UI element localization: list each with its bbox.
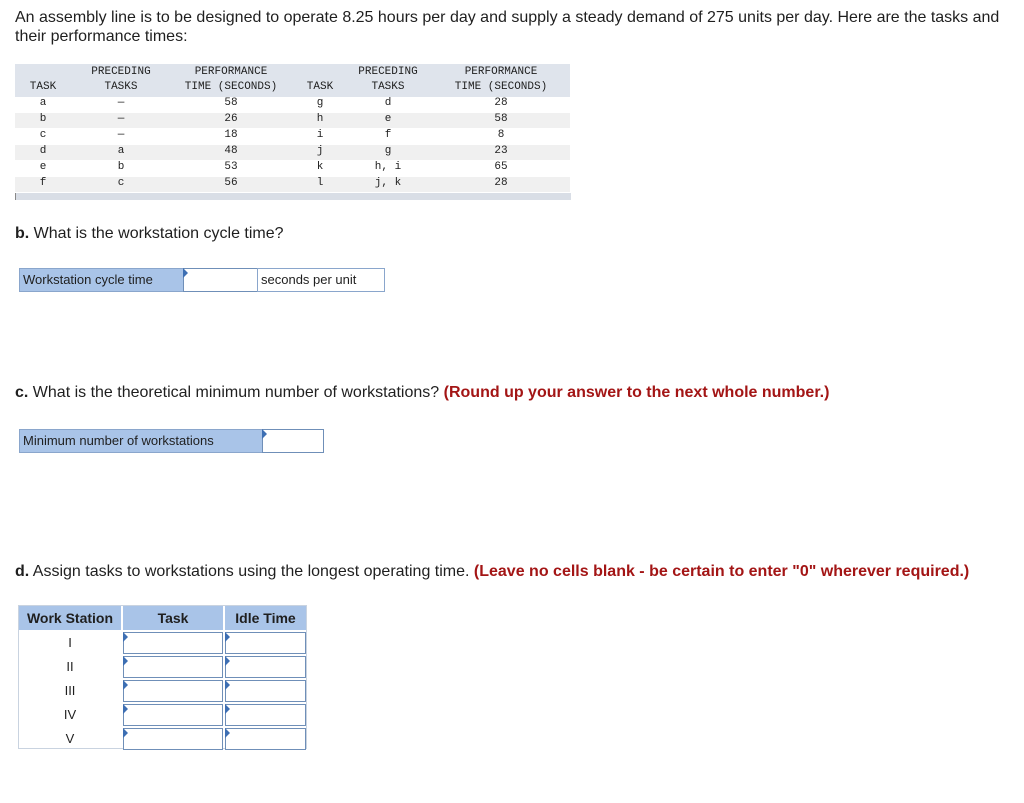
preceding-cell: — [117,113,125,125]
performance-header-2b: TIME (SECONDS) [454,81,548,93]
task-table-row [15,129,570,144]
preceding-cell: b [117,161,125,173]
performance-header-1b: PERFORMANCE [464,66,538,78]
task-input[interactable] [123,728,223,750]
input-flag-icon [225,632,230,642]
task-cell: a [39,97,47,109]
performance-header-2: TIME (SECONDS) [184,81,278,93]
preceding-cell: j, k [374,177,402,189]
workstation-number: V [65,731,75,746]
task-table-row [15,113,570,128]
cycle-time-label: Workstation cycle time [19,268,184,292]
task-input[interactable] [123,656,223,678]
task-cell: h [316,113,324,125]
task-cell: e [39,161,47,173]
input-flag-icon [123,656,128,666]
cycle-time-input-wrap [183,268,258,292]
task-input[interactable] [123,632,223,654]
input-flag-icon [123,704,128,714]
question-c-text: What is the theoretical minimum number of workstations? [32,384,440,401]
task-input-wrap [123,680,223,702]
cycle-time-unit: seconds per unit [257,268,385,292]
task-cell: g [316,97,324,109]
idle-time-input[interactable] [225,632,306,654]
input-flag-icon [225,728,230,738]
task-cell: j [316,145,324,157]
question-d-letter: d. [15,563,30,580]
task-table-row [15,145,570,160]
time-cell: 65 [494,161,508,173]
preceding-cell: — [117,129,125,141]
performance-header-1: PERFORMANCE [194,66,268,78]
task-table-row [15,97,570,112]
time-cell: 58 [494,113,508,125]
preceding-cell: e [384,113,392,125]
input-flag-icon [183,268,188,278]
idle-time-input-wrap [225,728,306,750]
idle-time-input[interactable] [225,680,306,702]
task-cell: i [316,129,324,141]
time-cell: 58 [224,97,238,109]
task-table-scrollbar [15,193,571,200]
time-cell: 56 [224,177,238,189]
min-workstations-label: Minimum number of workstations [19,429,264,453]
workstation-number: III [64,683,76,698]
task-cell: d [39,145,47,157]
idle-time-column-header: Idle Time [225,606,306,630]
idle-time-input-wrap [225,704,306,726]
preceding-header-1: PRECEDING [91,66,151,78]
preceding-cell: a [117,145,125,157]
task-cell: k [316,161,324,173]
input-flag-icon [225,680,230,690]
idle-time-input-wrap [225,680,306,702]
question-b-text: What is the workstation cycle time? [33,225,284,242]
preceding-header-2b: TASKS [371,81,405,93]
cycle-time-input[interactable] [183,268,258,292]
task-table [15,64,570,201]
workstation-table [18,605,307,749]
idle-time-input[interactable] [225,656,306,678]
preceding-header-1b: PRECEDING [358,66,418,78]
task-header-b: TASK [306,81,334,93]
task-cell: c [39,129,47,141]
input-flag-icon [262,429,267,439]
task-input-wrap [123,656,223,678]
preceding-header-2: TASKS [104,81,138,93]
workstation-number: I [68,635,72,650]
idle-time-input-wrap [225,632,306,654]
task-table-header [15,64,570,97]
idle-time-input[interactable] [225,704,306,726]
preceding-cell: f [384,129,392,141]
problem-intro: An assembly line is to be designed to operate 8.25 hours per day and supply a steady demand of 275 units per day. Here are the tasks and their performance times: [15,9,1000,45]
question-c-letter: c. [15,384,29,401]
input-flag-icon [225,704,230,714]
question-c [15,384,829,402]
task-header: TASK [29,81,57,93]
input-flag-icon [225,656,230,666]
workstation-header: Work Station [19,606,121,630]
time-cell: 18 [224,129,238,141]
min-workstations-input-wrap [262,429,324,453]
task-input-wrap [123,704,223,726]
time-cell: 28 [494,177,508,189]
time-cell: 28 [494,97,508,109]
workstation-number: IV [63,707,77,722]
task-input[interactable] [123,704,223,726]
time-cell: 53 [224,161,238,173]
task-column-header: Task [123,606,223,630]
task-input[interactable] [123,680,223,702]
workstation-number: II [66,659,74,674]
time-cell: 8 [497,129,505,141]
question-d-text: Assign tasks to workstations using the longest operating time. [32,563,470,580]
preceding-cell: h, i [374,161,402,173]
task-cell: l [316,177,324,189]
task-input-wrap [123,632,223,654]
preceding-cell: — [117,97,125,109]
min-workstations-input[interactable] [262,429,324,453]
question-c-note: (Round up your answer to the next whole number.) [443,384,830,401]
task-table-row [15,177,570,192]
preceding-cell: c [117,177,125,189]
time-cell: 23 [494,145,508,157]
task-table-row [15,161,570,176]
time-cell: 26 [224,113,238,125]
idle-time-input-wrap [225,656,306,678]
question-b-letter: b. [15,225,30,242]
question-d [15,563,969,581]
task-cell: f [39,177,47,189]
preceding-cell: d [384,97,392,109]
input-flag-icon [123,728,128,738]
idle-time-input[interactable] [225,728,306,750]
time-cell: 48 [224,145,238,157]
task-cell: b [39,113,47,125]
question-d-note: (Leave no cells blank - be certain to enter "0" wherever required.) [473,563,970,580]
preceding-cell: g [384,145,392,157]
input-flag-icon [123,632,128,642]
input-flag-icon [123,680,128,690]
task-input-wrap [123,728,223,750]
question-b [15,225,284,243]
